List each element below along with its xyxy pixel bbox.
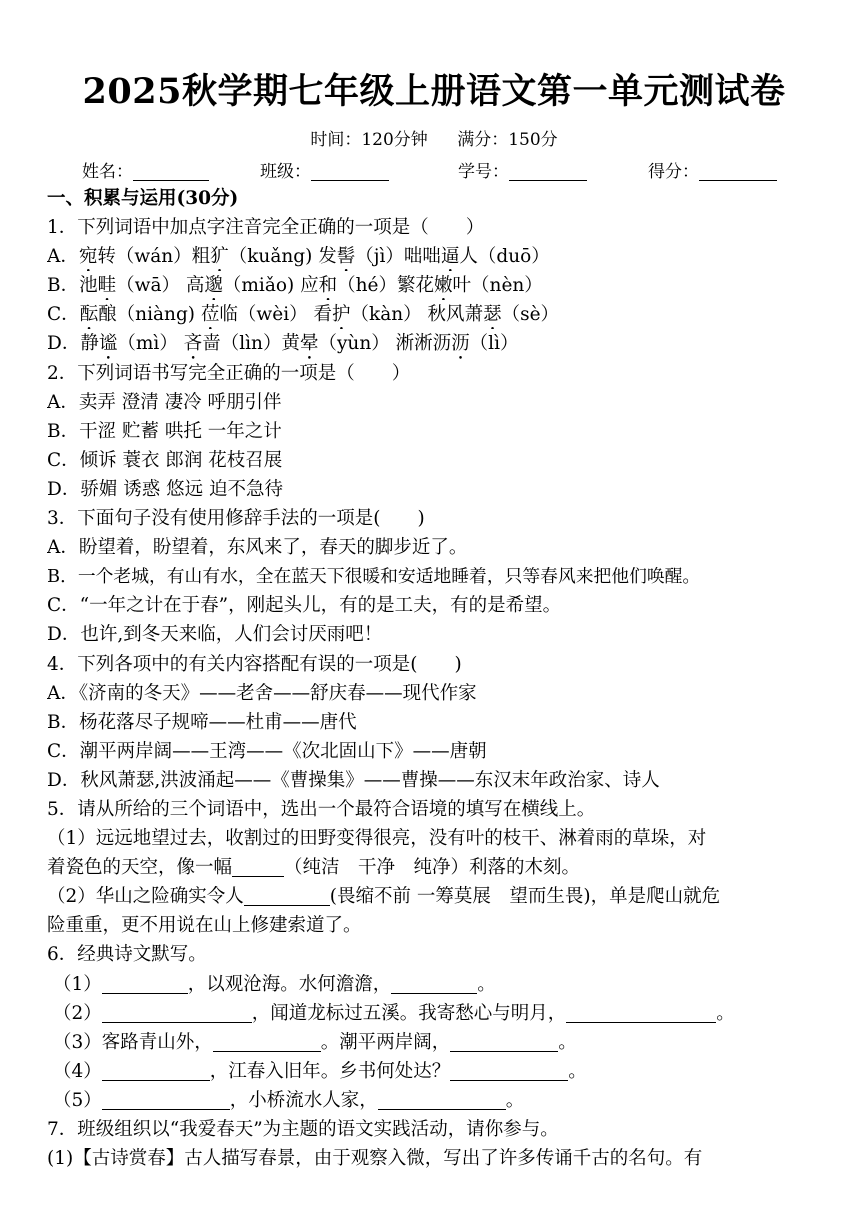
- dotted-char: 谧: [98, 333, 118, 355]
- text: 叶（nèn）: [452, 275, 543, 297]
- question-4-option-c: C．潮平两岸阔——王湾——《次北固山下》——唐朝: [47, 740, 487, 762]
- text: 。: [477, 973, 496, 995]
- dotted-char: 吝: [183, 333, 203, 355]
- question-5-stem: 5．请从所给的三个词语中，选出一个最符合语境的填写在横线上。: [47, 798, 596, 820]
- question-4-option-b: B．杨花落尽子规啼——杜甫——唐代: [47, 711, 357, 733]
- question-2-option-b: B．干涩 贮蓄 哄托 一年之计: [47, 420, 282, 442]
- question-5-part-1-line-1: （1）远远地望过去，收割过的田野变得很亮，没有叶的枝干、淋着雨的草垛，对: [47, 828, 707, 850]
- question-3-option-d: D．也许,到冬天来临，人们会讨厌雨吧！: [47, 624, 383, 646]
- text: （3）客路青山外，: [53, 1031, 213, 1053]
- question-7-part-1: (1)【古诗赏春】古人描写春景，由于观察入微，写出了许多传诵千古的名句。有: [47, 1148, 703, 1170]
- text: D．静: [47, 333, 99, 355]
- exam-full-score: 满分：150分: [457, 130, 558, 150]
- answer-blank: [102, 1002, 252, 1023]
- class-blank: [311, 160, 389, 181]
- question-6-stem: 6．经典诗文默写。: [47, 944, 207, 966]
- dotted-char: 晕: [299, 333, 319, 355]
- question-6-line-2: [47, 999, 822, 1028]
- student-info-row: [82, 158, 802, 186]
- text: （lì）: [469, 333, 519, 355]
- question-3-option-b: B．一个老城，有山有水，全在蓝天下很暖和安适地睡着，只等春风来把他们唤醒。: [47, 566, 701, 588]
- text: （hé）繁花: [337, 275, 435, 297]
- dotted-char: 邈: [204, 275, 223, 297]
- exam-time: 时间：120分钟: [310, 130, 428, 150]
- text: ，江春入旧年。乡书何处达？: [209, 1060, 451, 1082]
- answer-blank: [391, 973, 477, 994]
- section-heading: 一、积累与运用(30分): [47, 188, 239, 209]
- number-label: 学号：: [458, 162, 509, 182]
- dotted-char: 沥: [451, 333, 470, 355]
- class-label: 班级：: [260, 162, 311, 182]
- text: （mì）: [117, 333, 184, 355]
- text: （wā） 高: [116, 275, 205, 297]
- question-3-stem: 3．下面句子没有使用修辞手法的一项是( ): [47, 508, 425, 530]
- question-7-stem: 7．班级组织以“我爱春天”为主题的语文实践活动，请你参与。: [47, 1119, 559, 1140]
- text: A．: [47, 246, 79, 268]
- question-6-line-3: [47, 1028, 822, 1057]
- question-5-part-2-line-1: [47, 882, 822, 911]
- text: 啬（lìn）黄: [202, 333, 300, 355]
- name-field: [82, 158, 209, 186]
- dotted-char: 犷: [210, 246, 229, 268]
- dotted-char: 畦: [97, 275, 117, 297]
- exam-body: [47, 184, 822, 1173]
- number-field: [458, 158, 587, 186]
- answer-blank: [450, 1060, 568, 1081]
- text: 。: [716, 1002, 735, 1024]
- question-1-option-c: [47, 300, 822, 329]
- text: （2）华山之险确实令人: [47, 886, 244, 908]
- question-6-line-4: [47, 1057, 822, 1086]
- question-3-option-a: A．盼望着，盼望着，东风来了，春天的脚步近了。: [47, 537, 468, 559]
- text: 。: [505, 1089, 525, 1111]
- page-title: 2025秋学期七年级上册语文第一单元测试卷: [82, 71, 786, 112]
- question-2-option-d: D．骄媚 诱惑 悠远 迫不急待: [47, 478, 283, 500]
- score-label: 得分：: [648, 162, 699, 182]
- answer-blank: [102, 1089, 230, 1110]
- question-4-option-d: D．秋风萧瑟,洪波涌起——《曹操集》——曹操——东汉末年政治家、诗人: [47, 769, 660, 791]
- text: （1）: [53, 973, 102, 995]
- answer-blank: [232, 856, 284, 877]
- question-2-option-a: A．卖弄 澄清 凄冷 呼朋引伴: [47, 391, 282, 413]
- text: 临（wèi） 看: [219, 304, 332, 326]
- number-blank: [509, 160, 587, 181]
- text: (畏缩不前 一筹莫展 望而生畏)，单是爬山就危: [329, 886, 721, 908]
- text: （kàn） 秋风萧: [350, 304, 484, 326]
- text: （2）: [53, 1002, 102, 1024]
- question-5-part-1-line-2: [47, 853, 822, 882]
- dotted-char: 宛: [78, 246, 98, 268]
- text: （sè）: [501, 304, 560, 326]
- text: （miǎo) 应: [222, 275, 319, 297]
- score-field: [648, 158, 777, 186]
- text: ，以观沧海。水何澹澹，: [187, 973, 392, 995]
- dotted-char: 逼: [440, 246, 460, 268]
- question-6-line-5: [47, 1086, 822, 1115]
- text: B．池: [47, 275, 98, 297]
- text: 酿（niàng): [98, 304, 201, 326]
- answer-blank: [244, 885, 330, 906]
- text: 。: [558, 1031, 577, 1053]
- exam-meta: [0, 127, 868, 153]
- answer-blank: [213, 1031, 321, 1052]
- question-4-stem: 4．下列各项中的有关内容搭配有误的一项是( ): [47, 653, 462, 675]
- text: 。潮平两岸阔，: [320, 1031, 451, 1053]
- dotted-char: 髻: [336, 246, 356, 268]
- name-label: 姓名：: [82, 162, 133, 182]
- text: 人（duō）: [459, 246, 550, 268]
- question-2-stem: 2．下列词语书写完全正确的一项是（ ）: [47, 362, 411, 384]
- answer-blank: [378, 1089, 506, 1110]
- question-1-option-b: [47, 271, 822, 300]
- answer-blank: [566, 1002, 716, 1023]
- dotted-char: 莅: [200, 304, 220, 326]
- dotted-char: 嫩: [434, 275, 453, 297]
- score-blank: [699, 160, 777, 181]
- question-3-option-c: C．“一年之计在于春”，刚起头儿，有的是工夫，有的是希望。: [47, 595, 562, 617]
- text: （jì）咄咄: [355, 246, 441, 268]
- question-1-option-d: [47, 329, 822, 358]
- text: 转（wán）粗: [97, 246, 211, 268]
- dotted-char: 和: [318, 275, 338, 297]
- text: 。: [568, 1060, 587, 1082]
- text: （kuǎng) 发: [228, 246, 337, 268]
- answer-blank: [102, 973, 188, 994]
- answer-blank: [102, 1060, 210, 1081]
- dotted-char: 酝: [79, 304, 99, 326]
- class-field: [260, 158, 389, 186]
- question-6-line-1: [47, 970, 822, 999]
- text: 着瓷色的天空，像一幅: [47, 857, 233, 879]
- question-5-part-2-line-2: 险重重，更不用说在山上修建索道了。: [47, 915, 362, 937]
- question-2-option-c: C．倾诉 蓑衣 郎润 花枝召展: [47, 449, 283, 471]
- question-1-option-a: [47, 242, 822, 271]
- text: C．: [47, 304, 80, 326]
- question-4-option-a: A．《济南的冬天》——老舍——舒庆春——现代作家: [47, 682, 477, 704]
- name-blank: [133, 160, 209, 181]
- dotted-char: 护: [332, 304, 351, 326]
- dotted-char: 瑟: [483, 304, 502, 326]
- text: ，闻道龙标过五溪。我寄愁心与明月，: [251, 1002, 567, 1024]
- question-1-stem: 1．下列词语中加点字注音完全正确的一项是（ ）: [47, 217, 485, 239]
- text: （5）: [53, 1089, 102, 1111]
- text: （yùn） 淅淅沥: [318, 333, 452, 355]
- answer-blank: [450, 1031, 558, 1052]
- text: （4）: [53, 1060, 102, 1082]
- text: （纯洁 干净 纯净）利落的木刻。: [284, 857, 581, 879]
- text: ，小桥流水人家，: [229, 1089, 378, 1111]
